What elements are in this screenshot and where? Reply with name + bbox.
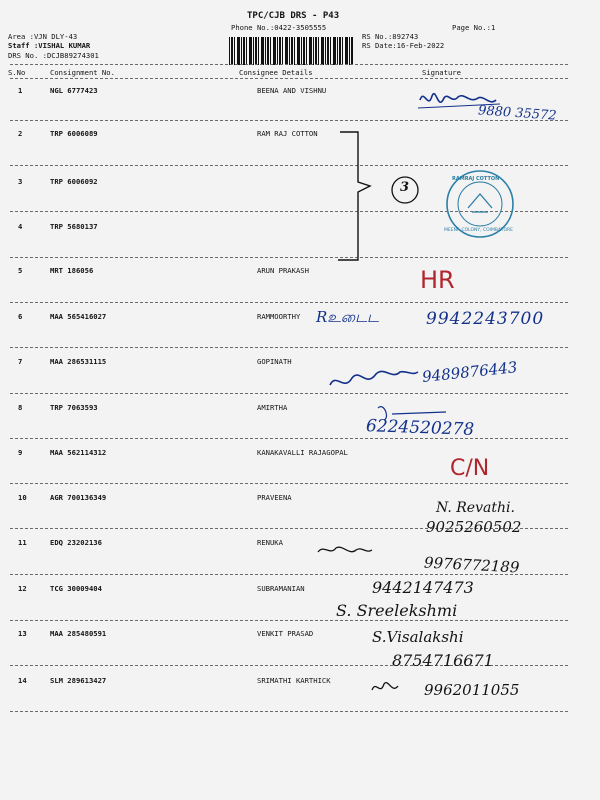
row-consignee: BEENA AND VISHNU xyxy=(257,86,327,95)
handwritten-name: N. Revathi. xyxy=(436,500,515,516)
handwritten-note: HR xyxy=(420,266,455,294)
handwritten-phone: 9025260502 xyxy=(426,518,522,536)
page-number: Page No.:1 xyxy=(452,23,496,32)
handwritten-name: S.Visalakshi xyxy=(372,628,464,646)
row-sno: 4 xyxy=(18,222,23,231)
row-consignee: SRIMATHI KARTHICK xyxy=(257,676,331,685)
handwritten-phone: 9489876443 xyxy=(421,358,519,386)
row-sno: 10 xyxy=(18,493,27,502)
row-sno: 12 xyxy=(18,584,27,593)
row-consignment: SLM 289613427 xyxy=(50,676,107,685)
row-consignment: AGR 700136349 xyxy=(50,493,107,502)
row-consignment: EDQ 23202136 xyxy=(50,538,102,547)
col-signature: Signature xyxy=(422,68,461,77)
handwritten-name: S. Sreelekshmi xyxy=(336,601,458,620)
row-sno: 9 xyxy=(18,448,23,457)
row-sno: 14 xyxy=(18,676,27,685)
row-consignee: VENKIT PRASAD xyxy=(257,629,314,638)
handwritten-phone: 6224520278 xyxy=(365,416,475,440)
handwritten-phone: 9962011055 xyxy=(424,681,520,699)
handwritten-phone: 8754716671 xyxy=(392,651,494,670)
row-consignment: TRP 7063593 xyxy=(50,403,98,412)
row-consignee: RENUKA xyxy=(257,538,283,547)
row-consignee: SUBRAMANIAN xyxy=(257,584,305,593)
handwritten-phone: 9942243700 xyxy=(426,309,545,329)
row-sno: 3 xyxy=(18,177,23,186)
phone-number: Phone No.:0422-3505555 xyxy=(231,23,327,32)
area-field: Area :VJN DLY-43 xyxy=(8,32,78,41)
row-consignment: MRT 186056 xyxy=(50,266,94,275)
bracket-mark xyxy=(338,132,370,260)
signature-scribble xyxy=(372,683,398,690)
row-sno: 8 xyxy=(18,403,23,412)
signature-scribble xyxy=(330,371,418,385)
row-consignee: KANAKAVALLI RAJAGOPAL xyxy=(257,448,348,457)
row-sno: 6 xyxy=(18,312,23,321)
row-sno: 1 xyxy=(18,86,23,95)
row-sno: 13 xyxy=(18,629,27,638)
row-consignment: MAA 286531115 xyxy=(50,357,107,366)
row-consignment: TCG 30009404 xyxy=(50,584,102,593)
rs-date: RS Date:16-Feb-2022 xyxy=(362,41,445,50)
row-consignment: MAA 285480591 xyxy=(50,629,107,638)
row-consignment: TRP 6006089 xyxy=(50,129,98,138)
row-consignee: RAMMOORTHY xyxy=(257,312,301,321)
row-consignee: PRAVEENA xyxy=(257,493,292,502)
row-consignment: TRP 6006092 xyxy=(50,177,98,186)
col-consignee: Consignee Details xyxy=(239,68,313,77)
col-consignment: Consignment No. xyxy=(50,68,115,77)
row-consignment: MAA 565416027 xyxy=(50,312,107,321)
handwritten-note: C/N xyxy=(450,456,490,481)
handwritten-phone: 9442147473 xyxy=(372,578,474,597)
row-consignment: MAA 562114312 xyxy=(50,448,107,457)
row-consignee: GOPINATH xyxy=(257,357,292,366)
row-consignment: NGL 6777423 xyxy=(50,86,98,95)
signature-scribble xyxy=(318,547,372,552)
rs-number: RS No.:892743 xyxy=(362,32,419,41)
row-sno: 2 xyxy=(18,129,23,138)
signature-scribble xyxy=(420,94,496,103)
staff-field: Staff :VISHAL KUMAR xyxy=(8,41,91,50)
col-sno: S.No xyxy=(8,68,26,77)
handwritten-phone: 9880 35572 xyxy=(477,103,558,124)
handwritten-count: 3 xyxy=(400,180,410,195)
stamp-subtext: MEENA COLONY, COIMBATORE xyxy=(444,228,513,233)
drs-number: DRS No. :DCJB89274301 xyxy=(8,51,99,60)
handwritten-phone: 9976772189 xyxy=(423,553,520,577)
row-consignee: AMIRTHA xyxy=(257,403,288,412)
row-consignee: RAM RAJ COTTON xyxy=(257,129,318,138)
row-sno: 7 xyxy=(18,357,23,366)
stamp-text: RAMRAJ COTTON xyxy=(452,176,500,182)
row-consignee: ARUN PRAKASH xyxy=(257,266,309,275)
row-consignment: TRP 5680137 xyxy=(50,222,98,231)
row-sno: 11 xyxy=(18,538,27,547)
handwritten-name: Rஉடைட xyxy=(316,308,379,326)
sheet-title: TPC/CJB DRS - P43 xyxy=(247,11,340,21)
row-sno: 5 xyxy=(18,266,23,275)
